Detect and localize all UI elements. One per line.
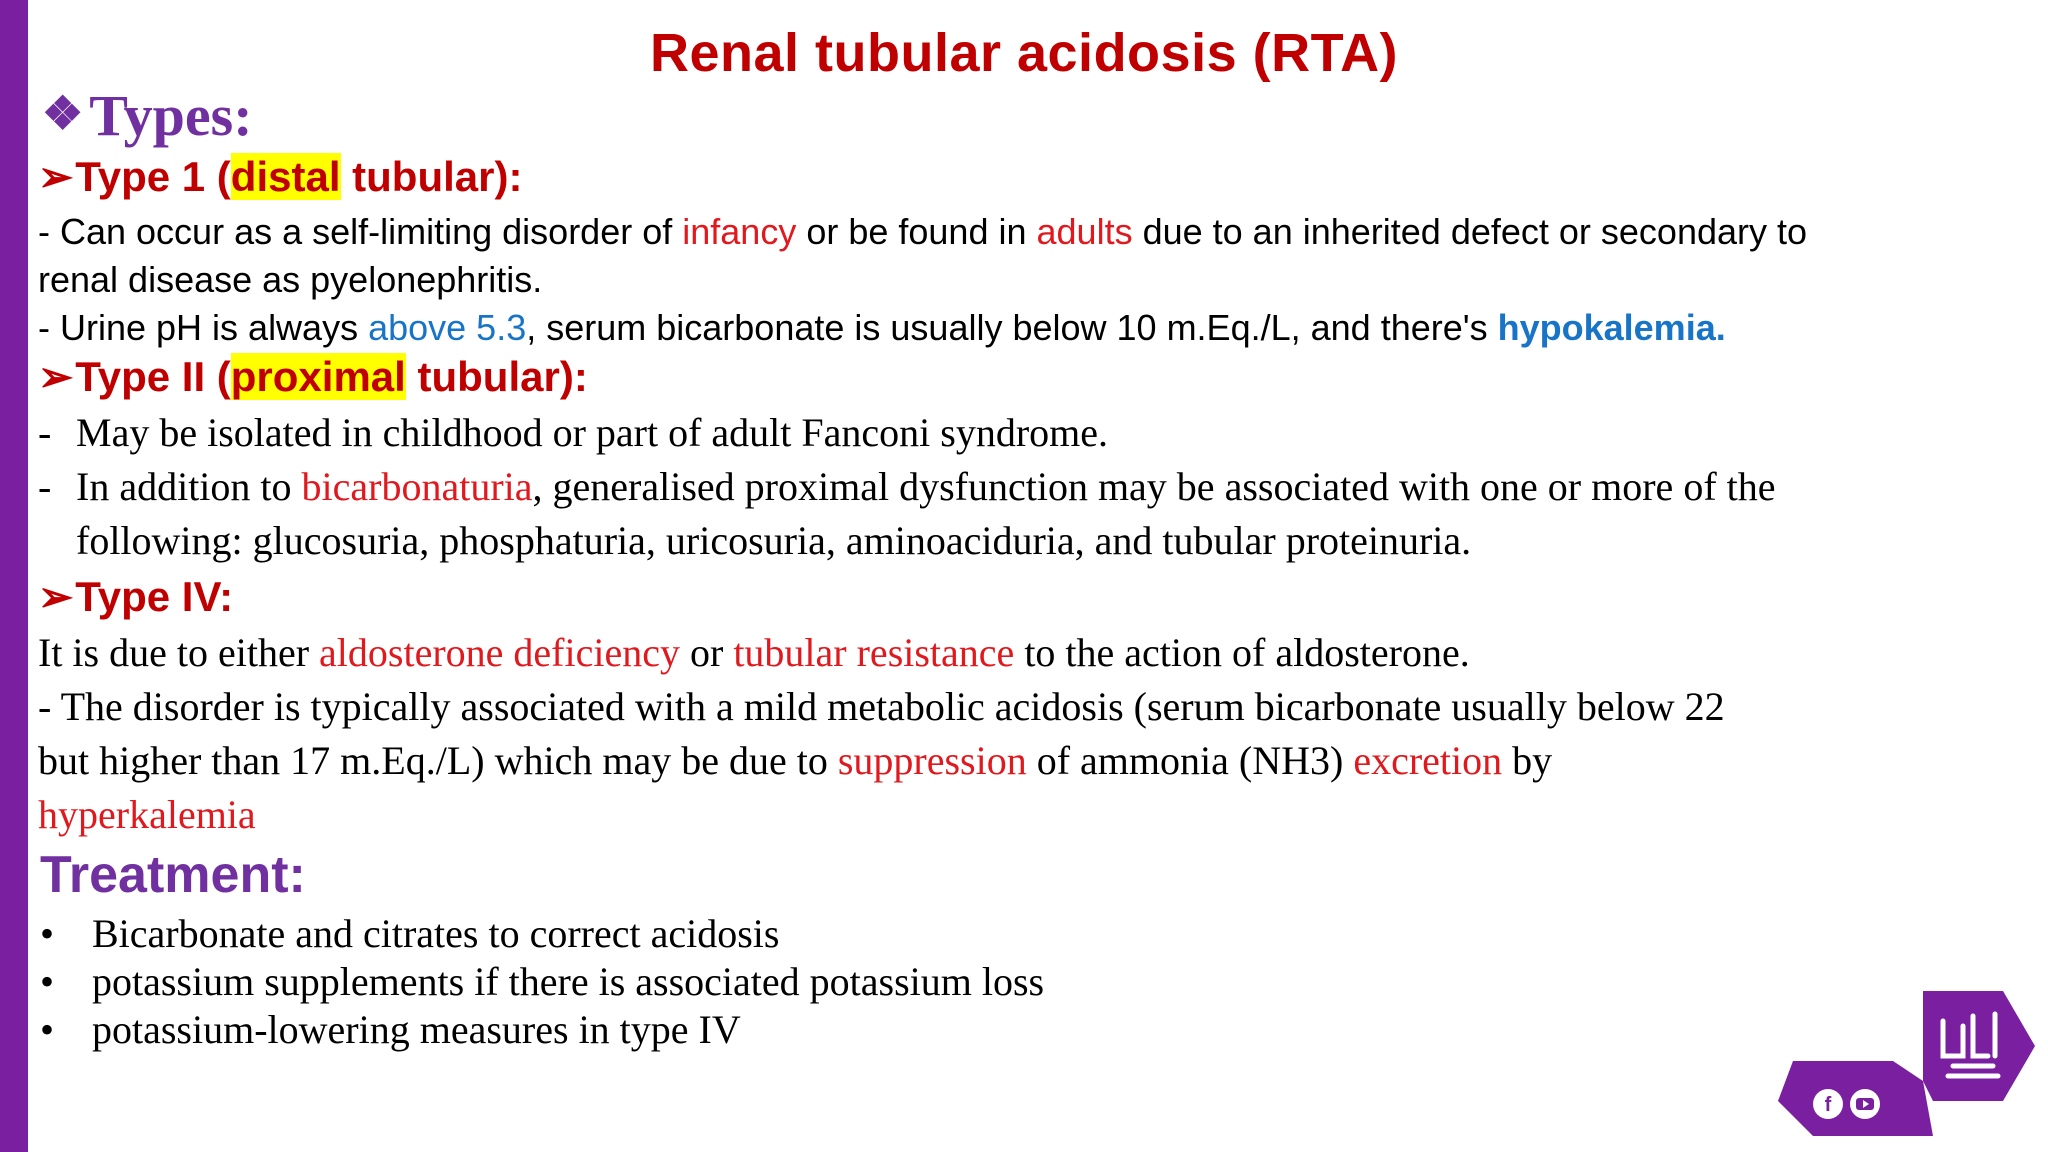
arrow-bullet-icon: ➢ bbox=[38, 353, 74, 400]
type1-section bbox=[38, 152, 2032, 352]
arrow-bullet-icon: ➢ bbox=[38, 573, 74, 620]
types-heading bbox=[42, 82, 253, 149]
type4-line4: hyperkalemia bbox=[38, 792, 256, 837]
type1-heading: ➢Type 1 (distal tubular): bbox=[38, 153, 523, 200]
treatment-list bbox=[38, 910, 1044, 1054]
type2-heading: ➢Type II (proximal tubular): bbox=[38, 353, 588, 400]
treatment-heading: Treatment: bbox=[40, 846, 306, 904]
type4-line2: - The disorder is typically associated with a mild metabolic acidosis (serum bicarbonate usually below 22 bbox=[38, 684, 1725, 729]
type4-heading: ➢Type IV: bbox=[38, 573, 234, 620]
type2-highlight: proximal bbox=[230, 353, 406, 400]
list-item: • Bicarbonate and citrates to correct acidosis bbox=[40, 911, 780, 956]
type1-line3: - Urine pH is always above 5.3, serum bicarbonate is usually below 10 m.Eq./L, and there's hypokalemia. bbox=[38, 307, 1726, 348]
arrow-bullet-icon: ➢ bbox=[38, 153, 74, 200]
brand-logo-icon bbox=[1773, 986, 2038, 1146]
type4-section bbox=[38, 572, 2032, 842]
type2-section bbox=[38, 352, 2032, 568]
type1-line1: - Can occur as a self-limiting disorder of infancy or be found in adults due to an inherited defect or secondary to bbox=[38, 211, 1808, 252]
bullet-icon: • bbox=[40, 1007, 55, 1052]
type2-item1: - May be isolated in childhood or part of adult Fanconi syndrome. bbox=[38, 410, 1109, 455]
svg-text:f: f bbox=[1824, 1094, 1832, 1116]
slide-title: Renal tubular acidosis (RTA) bbox=[649, 23, 1399, 83]
type4-line3: but higher than 17 m.Eq./L) which may be due to suppression of ammonia (NH3) excretion by bbox=[38, 738, 1553, 783]
list-item: • potassium-lowering measures in type IV bbox=[40, 1007, 741, 1052]
type4-line1: It is due to either aldosterone deficiency or tubular resistance to the action of aldosterone. bbox=[38, 630, 1470, 675]
bullet-icon: • bbox=[40, 959, 55, 1004]
bullet-icon: • bbox=[40, 911, 55, 956]
types-heading-label: Types: bbox=[89, 83, 253, 148]
list-item: • potassium supplements if there is associated potassium loss bbox=[40, 959, 1045, 1004]
type1-highlight: distal bbox=[230, 153, 341, 200]
diamond-bullet-icon: ❖ bbox=[42, 88, 84, 139]
left-accent-bar bbox=[0, 0, 28, 1152]
type2-item2: - In addition to bicarbonaturia, generalised proximal dysfunction may be associated with one or more of the following: glucosuria, phosphaturia, uricosuria, aminoaciduria, and tubular proteinuria. bbox=[38, 464, 1776, 563]
type1-line2: renal disease as pyelonephritis. bbox=[38, 259, 543, 300]
